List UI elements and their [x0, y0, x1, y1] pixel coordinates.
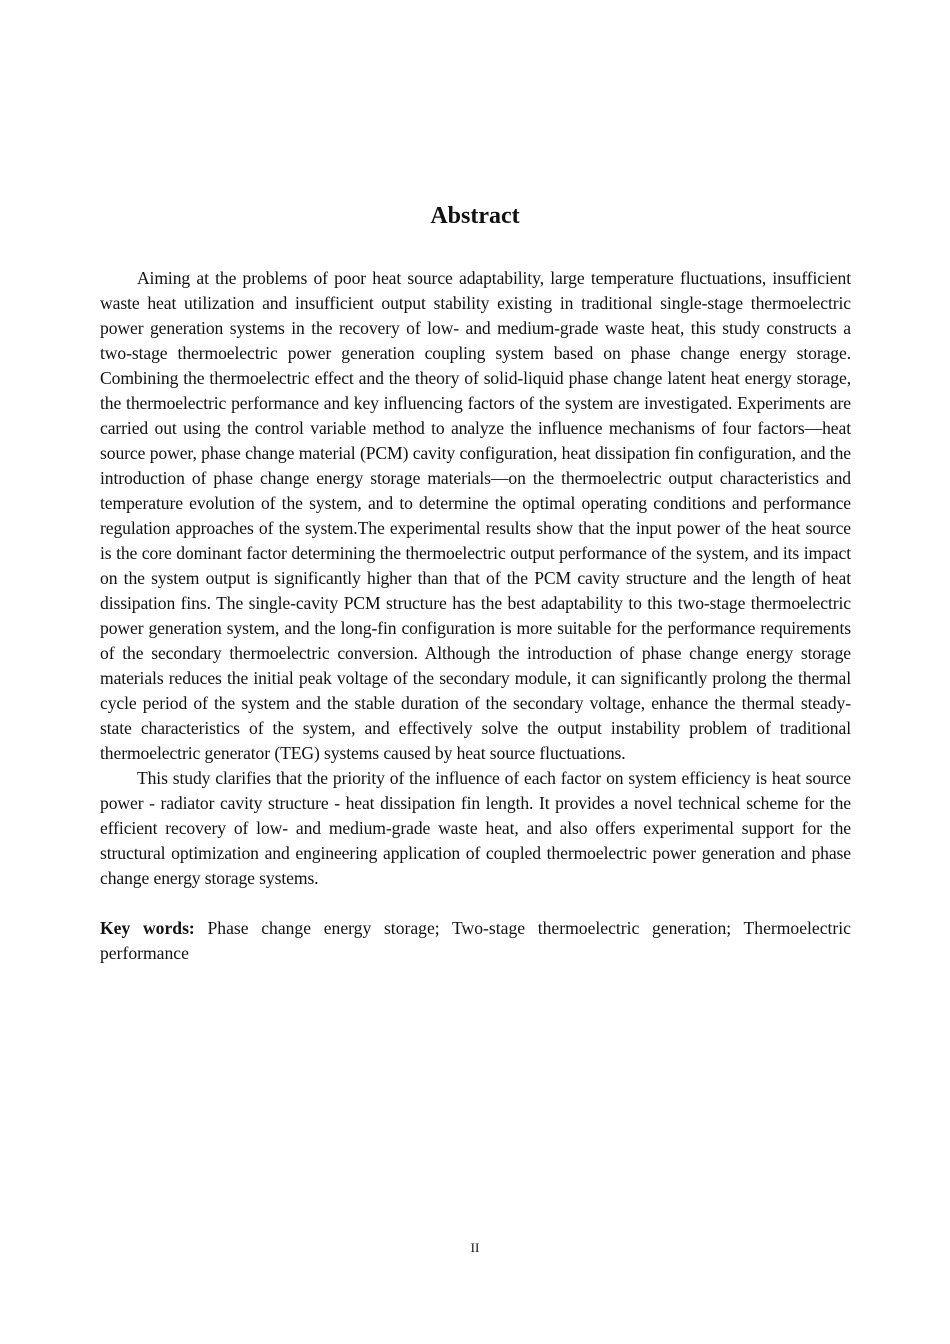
keywords-label: Key words: — [100, 918, 195, 938]
page-number: II — [470, 1240, 480, 1255]
abstract-body — [100, 266, 851, 966]
page-title: Abstract — [430, 203, 520, 229]
abstract-paragraph-1: Aiming at the problems of poor heat source adaptability, large temperature fluctuations, insufficient waste heat utilization and insufficient output stability existing in traditional single-stage thermoelectric power generation systems in the recovery of low- and medium-grade waste heat, this study constructs a two-stage thermoelectric power generation coupling system based on phase change energy storage. Combining the thermoelectric effect and the theory of solid-liquid phase change latent heat energy storage, the thermoelectric performance and key influencing factors of the system are investigated. Experiments are carried out using the control variable method to analyze the influence mechanisms of four factors—heat source power, phase change material (PCM) cavity configuration, heat dissipation fin configuration, and the introduction of phase change energy storage materials—on the thermoelectric output characteristics and temperature evolution of the system, and to determine the optimal operating conditions and performance regulation approaches of the system.The experimental results show that the input power of the heat source is the core dominant factor determining the thermoelectric output performance of the system, and its impact on the system output is significantly higher than that of the PCM cavity structure and the length of heat dissipation fins. The single-cavity PCM structure has the best adaptability to this two-stage thermoelectric power generation system, and the long-fin configuration is more suitable for the performance requirements of the secondary thermoelectric conversion. Although the introduction of phase change energy storage materials reduces the initial peak voltage of the secondary module, it can significantly prolong the thermal cycle period of the system and the stable duration of the secondary voltage, enhance the thermal steady-state characteristics of the system, and effectively solve the output instability problem of traditional thermoelectric generator (TEG) systems caused by heat source fluctuations. — [100, 268, 851, 763]
keywords-line — [100, 916, 851, 966]
abstract-paragraph-2: This study clarifies that the priority of the influence of each factor on system efficiency is heat source power - radiator cavity structure - heat dissipation fin length. It provides a novel technical scheme for the efficient recovery of low- and medium-grade waste heat, and also offers experimental support for the structural optimization and engineering application of coupled thermoelectric power generation and phase change energy storage systems. — [100, 768, 851, 888]
keywords-text: Phase change energy storage; Two-stage thermoelectric generation; Thermoelectric performance — [100, 918, 851, 963]
